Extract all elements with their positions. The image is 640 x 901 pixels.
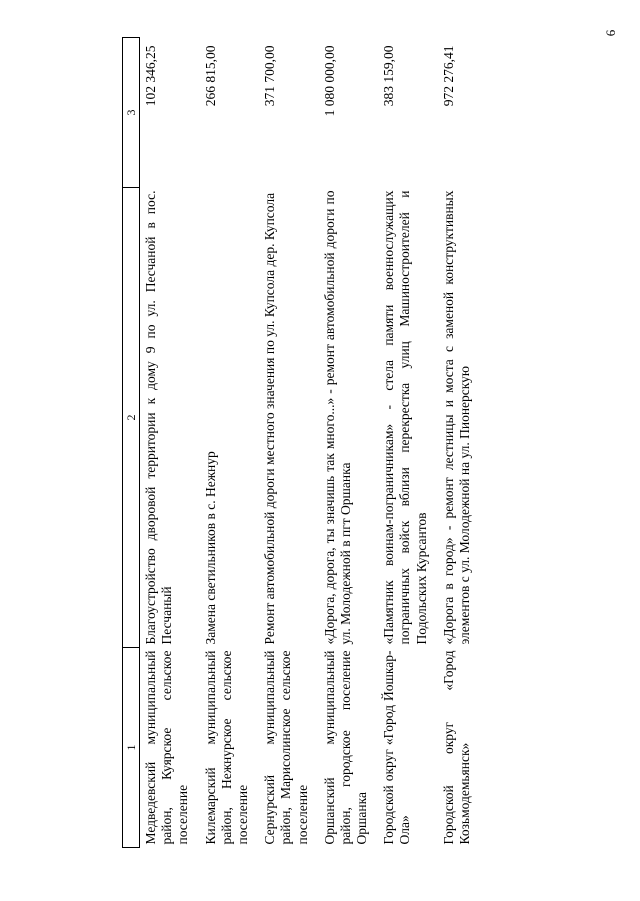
project-cell: Благоустройство дворовой территории к дому 9 по ул. Песчаной в пос. Песчаный: [140, 188, 200, 648]
table-row: [140, 38, 200, 848]
project-cell: «Дорога в город» - ремонт лестницы и моста с заменой конструктивных элементов с ул. Молодежной на ул. Пионерскую: [440, 190, 472, 645]
municipality-cell: Медведевский муниципальный район, Куярское сельское поселение: [140, 648, 200, 848]
project-cell: «Дорога, дорога, ты значишь так много...» - ремонт автомобильной дороги по ул. Молодежной в пгт Оршанка: [321, 190, 353, 645]
table-row: [319, 38, 379, 848]
page-number: 6: [603, 29, 618, 37]
subsidy-table: [122, 37, 481, 848]
table-row: [378, 38, 438, 848]
amount-cell: 266 815,00: [202, 45, 218, 107]
project-cell: «Памятник воинам-пограничникам» - стела памяти военнослужащих пограничных войск вблизи перекрестка улиц Машиностроителей и Подольских Курсантов: [381, 190, 429, 645]
municipality-cell: Сернурский муниципальный район, Марисолинское сельское поселение: [262, 650, 310, 845]
amount-cell: 972 276,41: [440, 45, 456, 107]
table-header-row: [123, 38, 140, 848]
project-cell: Замена светильников в с. Нежнур: [202, 451, 218, 645]
project-cell: Ремонт автомобильной дороги местного значения по ул. Купсола дер. Купсола: [262, 192, 278, 645]
amount-cell: 102 346,25: [140, 38, 200, 188]
amount-cell: 1 080 000,00: [321, 45, 337, 117]
table-row: [438, 38, 481, 848]
column-header-3: 3: [123, 38, 140, 188]
municipality-cell: Городской округ «Город Козьмодемьянск»: [440, 650, 472, 845]
table-row: [259, 38, 319, 848]
table-row: [200, 38, 260, 848]
amount-cell: 383 159,00: [381, 45, 397, 107]
municipality-cell: Городской округ «Город Йошкар-Ола»: [381, 650, 413, 845]
amount-cell: 371 700,00: [262, 45, 278, 107]
rotated-table-container: [122, 38, 532, 848]
municipality-cell: Оршанский муниципальный район, городское поселение Оршанка: [321, 650, 370, 845]
column-header-2: 2: [123, 188, 140, 648]
municipality-cell: Килемарский муниципальный район, Нежнурское сельское поселение: [202, 650, 250, 845]
column-header-1: 1: [123, 648, 140, 848]
